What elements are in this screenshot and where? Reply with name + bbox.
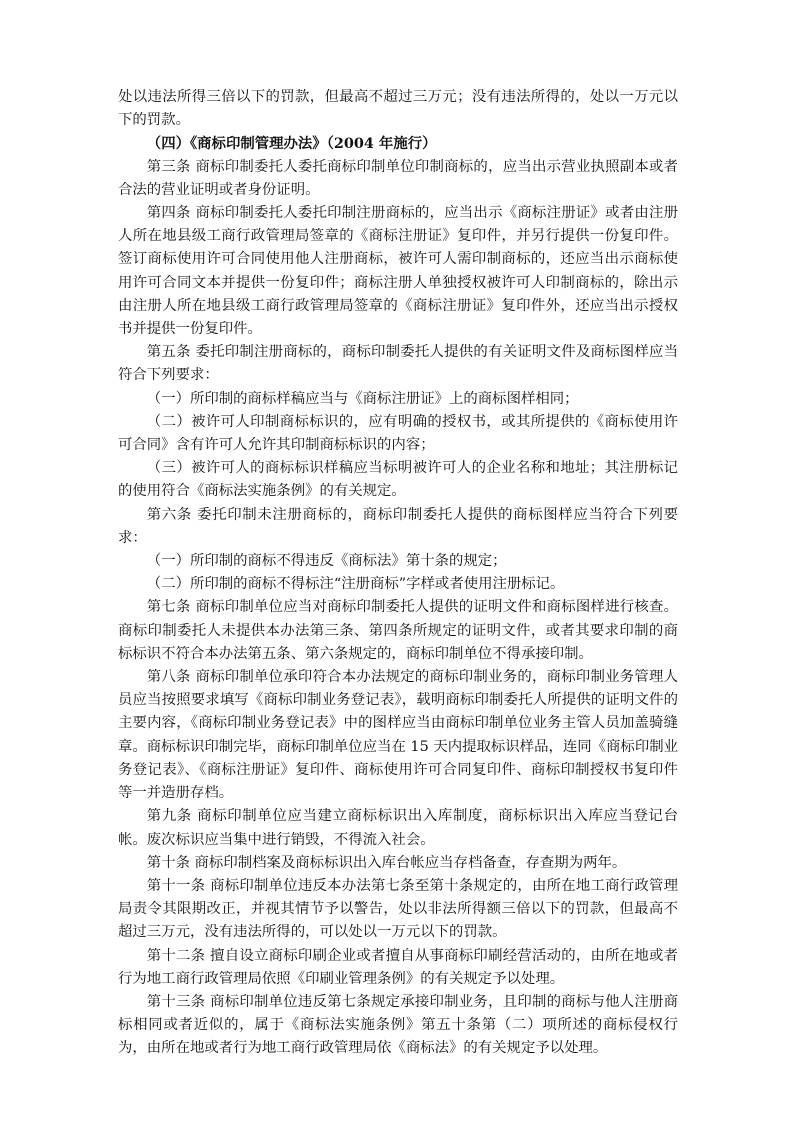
article-9: 第九条 商标印制单位应当建立商标标识出入库制度，商标标识出入库应当登记台帐。废次标识应当集中进行销毁，不得流入社会。 [118, 808, 678, 848]
article-12: 第十二条 擅自设立商标印刷企业或者擅自从事商标印刷经营活动的，由所在地或者行为地工商行政管理局依照《印刷业管理条例》的有关规定予以处理。 [118, 947, 678, 987]
article-5-item-1: （一）所印制的商标样稿应当与《商标注册证》上的商标图样相同； [146, 390, 579, 407]
article-6: 第六条 委托印制未注册商标的，商标印制委托人提供的商标图样应当符合下列要求： [118, 506, 678, 546]
article-4: 第四条 商标印制委托人委托印制注册商标的，应当出示《商标注册证》或者由注册人所在地县级工商行政管理局签章的《商标注册证》复印件，并另行提供一份复印件。签订商标使用许可合同使用他人注册商标，被许可人需印制商标的，还应当出示商标使用许可合同文本并提供一份复印件；商标注册人单独授权被许可人印制商标的，除出示由注册人所在地县级工商行政管理局签章的《商标注册证》复印件外，还应当出示授权书并提供一份复印件。 [118, 205, 678, 338]
article-5-item-2: （二）被许可人印制商标标识的，应有明确的授权书，或其所提供的《商标使用许可合同》含有许可人允许其印制商标标识的内容； [118, 413, 678, 454]
article-11: 第十一条 商标印制单位违反本办法第七条至第十条规定的，由所在地工商行政管理局责令其限期改正，并视其情节予以警告，处以非法所得额三倍以下的罚款，但最高不超过三万元，没有违法所得的，可以处以一万元以下的罚款。 [118, 877, 678, 941]
section-heading: （四）《商标印制管理办法》（2004 年施行） [146, 135, 437, 153]
document-page [118, 86, 678, 1061]
paragraph-penalty-continuation: 处以违法所得三倍以下的罚款，但最高不超过三万元；没有违法所得的，处以一万元以下的罚款。 [118, 89, 678, 129]
article-3: 第三条 商标印制委托人委托商标印制单位印制商标的，应当出示营业执照副本或者合法的营业证明或者身份证明。 [118, 158, 678, 198]
article-7: 第七条 商标印制单位应当对商标印制委托人提供的证明文件和商标图样进行核查。商标印制委托人未提供本办法第三条、第四条所规定的证明文件，或者其要求印制的商标标识不符合本办法第五条、第六条规定的，商标印制单位不得承接印制。 [118, 599, 678, 662]
article-5: 第五条 委托印制注册商标的，商标印制委托人提供的有关证明文件及商标图样应当符合下列要求： [118, 344, 678, 384]
article-8: 第八条 商标印制单位承印符合本办法规定的商标印制业务的，商标印制业务管理人员应当按照要求填写《商标印制业务登记表》，载明商标印制委托人所提供的证明文件的主要内容，《商标印制业务登记表》中的图样应当由商标印制单位业务主管人员加盖骑缝章。商标标识印制完毕，商标印制单位应当在 15 天内提取标识样品，连同《商标印制业务登记表》、《商标注册证》复印件、商标使用许可合同复印件、商标印制授权书复印件等一并造册存档。 [118, 669, 678, 802]
article-6-item-1: （一）所印制的商标不得违反《商标法》第十条的规定； [146, 553, 507, 570]
article-6-item-2: （二）所印制的商标不得标注“注册商标”字样或者使用注册标记。 [146, 576, 565, 593]
article-10: 第十条 商标印制档案及商标标识出入库台帐应当存档备查，存查期为两年。 [146, 854, 627, 871]
article-5-item-3: （三）被许可人的商标标识样稿应当标明被许可人的企业名称和地址；其注册标记的使用符合《商标法实施条例》的有关规定。 [118, 460, 678, 500]
article-13: 第十三条 商标印制单位违反第七条规定承接印制业务，且印制的商标与他人注册商标相同或者近似的，属于《商标法实施条例》第五十条第（二）项所述的商标侵权行为，由所在地或者行为地工商行政管理局依《商标法》的有关规定予以处理。 [118, 993, 678, 1057]
